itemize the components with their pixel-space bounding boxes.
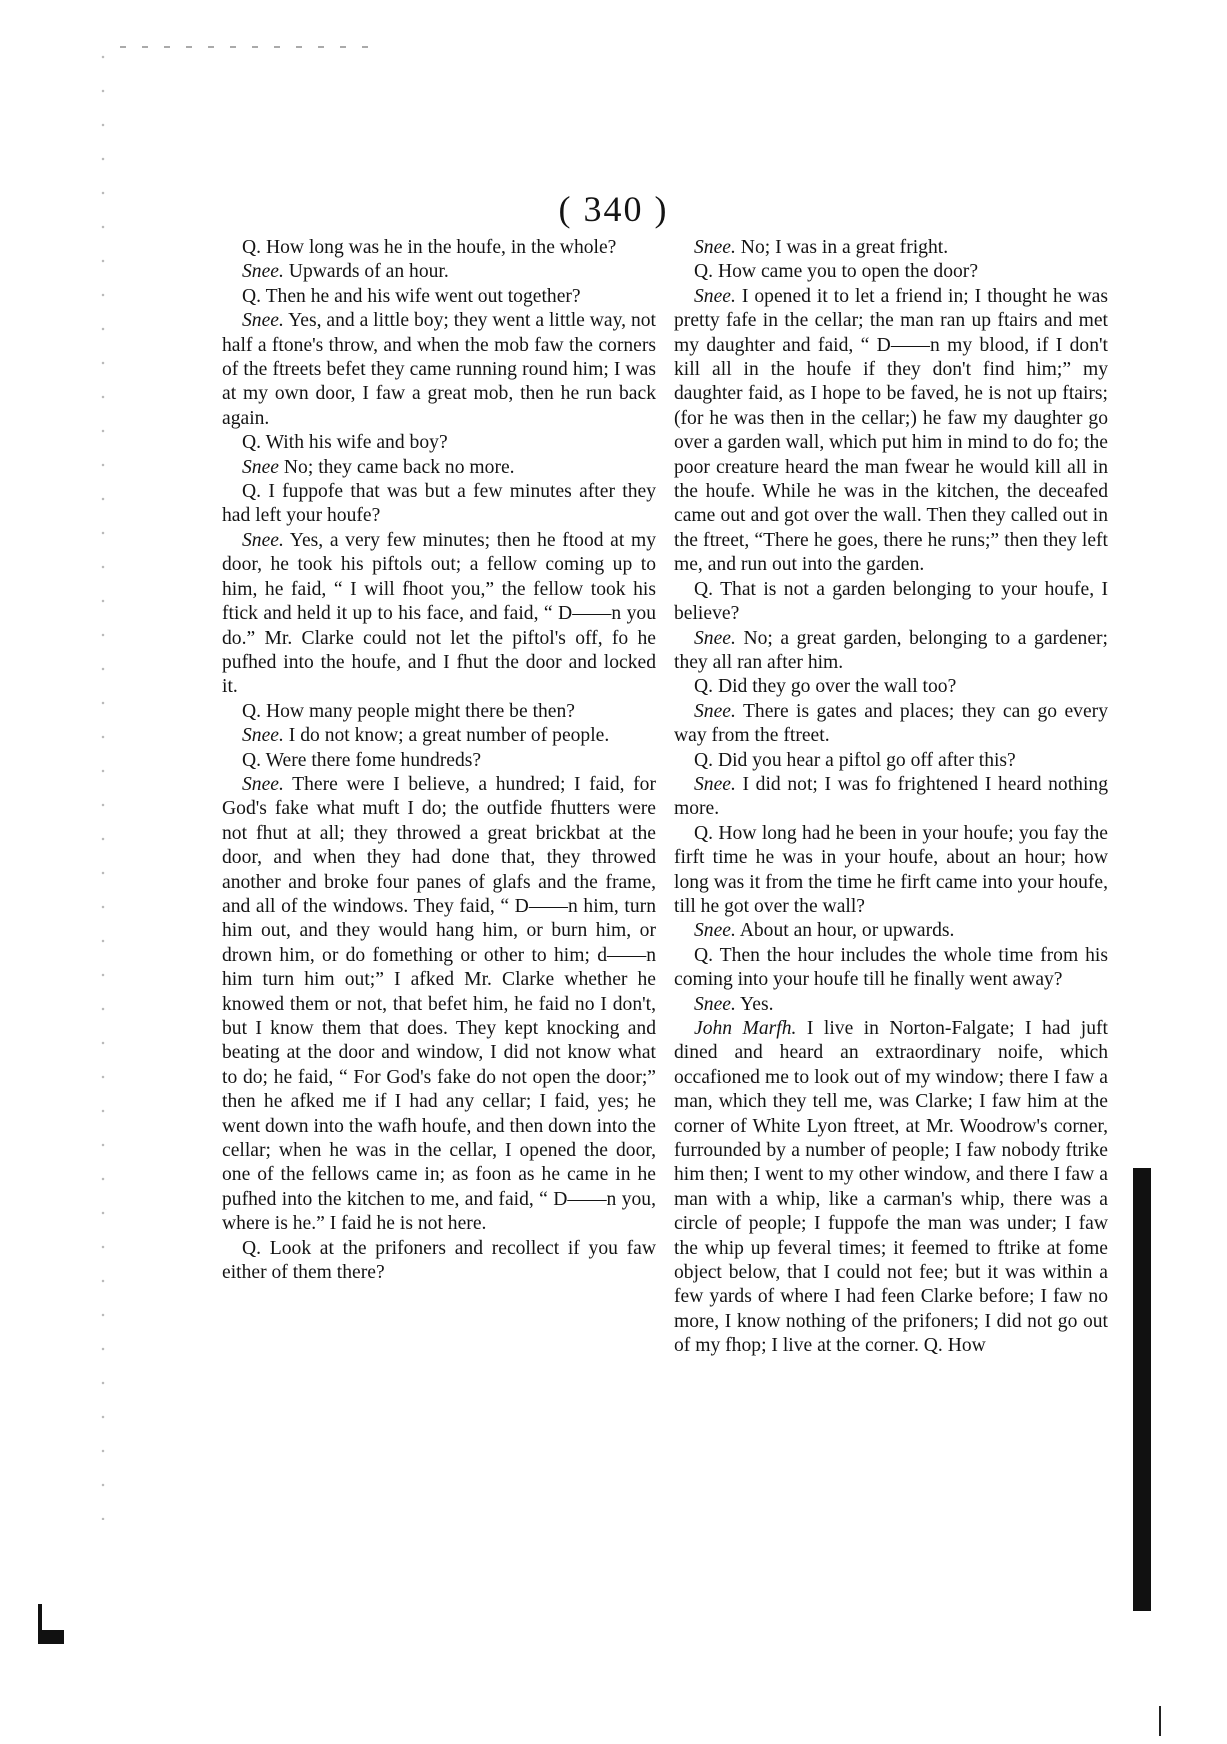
paragraph: Snee. No; I was in a great fright.: [694, 237, 949, 258]
corner-scan-mark: [38, 1630, 64, 1644]
paragraph: Snee. Yes, a very few minutes; then he ftood at my door, he took his piftols out; a fellow coming up to him, he faid, “ I will fhoot you,” the fellow took his ftick and held it up to his face, and faid, “ D——n you do.” Mr. Clarke could not let the piftol's off, fo he pufhed into the houfe, and I fhut the door and locked it.: [222, 529, 656, 698]
paragraph: Snee. Upwards of an hour.: [242, 261, 449, 283]
paragraph: Snee No; they came back no more.: [242, 456, 515, 478]
right-column: [674, 236, 1108, 1359]
paragraph: John Marfh. I live in Norton-Falgate; I had juft dined and heard an extraordinary noife, which occafioned me to look out of my window; there I faw a man, which they tell me, was Clarke; I faw him at the corner of White Lyon ftreet, at Mr. Woodrow's corner, furrounded by a number of people; I faw nobody ftrike him then; I went to my other window, and there I faw a man with a whip, like a carman's whip, there was a circle of people; I fuppofe the man was under; I faw the whip up feveral times; it feemed to ftrike at fome object below, that I could not fee; but it was within a few yards of where I had feen Clarke before; I faw no more, I know nothing of the prifoners; I did not go out of my fhop; I live at the corner. Q. How: [674, 1018, 1108, 1357]
paragraph: Q. With his wife and boy?: [242, 432, 448, 454]
paragraph: Snee. There were I believe, a hundred; I faid, for God's fake what muft I do; the outfide fhutters were not fhut at all; they throwed a great brickbat at the door, and when they had done that, they throwed another and broke four panes of glafs and the frame, and all of the windows. They faid, “ D——n him, turn him out, and they would hang him, or burn him, or drown him, or do fomething or other to him; d——n him turn him out;” I afked Mr. Clarke whether he knowed them or not, that befet him, he faid no I don't, but I know them that does. They kept knocking and beating at the door and window, I did not know what to do; he faid, “ For God's fake do not open the door;” then he afked me if I had any cellar; I faid, yes; he went down into the wafh houfe, and then down into the cellar; when he was in the cellar, I opened the door, one of the fellows came in; as foon as he came in he pufhed into the kitchen to me, and faid, “ D——n you, where is he.” I faid he is not here.: [222, 773, 656, 1235]
paragraph: Q. Did you hear a piftol go off after this?: [694, 749, 1016, 771]
paragraph: Snee. No; a great garden, belonging to a gardener; they all ran after him.: [674, 627, 1108, 673]
margin-black-bar: [1133, 1168, 1151, 1611]
paragraph: Q. Did they go over the wall too?: [694, 676, 957, 698]
paragraph: Snee. Yes.: [694, 993, 774, 1015]
margin-tick: [1159, 1706, 1161, 1736]
paragraph: Q. How long was he in the houfe, in the whole?: [242, 237, 617, 258]
paragraph: Q. How came you to open the door?: [694, 261, 979, 283]
paragraph: Q. Then he and his wife went out together?: [242, 285, 581, 307]
page-number: ( 340 ): [558, 189, 669, 229]
top-scan-marks: [120, 46, 380, 48]
paragraph: Q. How long had he been in your houfe; you fay the firft time he was in your houfe, about an hour; how long was it from the time he firft came into your houfe, till he got over the wall?: [674, 822, 1108, 917]
paragraph: Q. That is not a garden belonging to your houfe, I believe?: [674, 578, 1108, 625]
paragraph: Snee. Yes, and a little boy; they went a little way, not half a ftone's throw, and when the mob faw the corners of the ftreets befet they came running round him; I was at my own door, I faw a great mob, then he run back again.: [222, 310, 656, 429]
paragraph: Snee. I did not; I was fo frightened I heard nothing more.: [674, 773, 1108, 820]
paragraph: Snee. About an hour, or upwards.: [694, 920, 955, 942]
edge-scan-marks: [96, 40, 110, 1520]
paragraph: Q. I fuppofe that was but a few minutes after they had left your houfe?: [222, 481, 656, 527]
paragraph: Q. Look at the prifoners and recollect if you faw either of them there?: [222, 1237, 656, 1284]
paragraph: Snee. I opened it to let a friend in; I thought he was pretty fafe in the cellar; the man ran up ftairs and met my daughter and faid, “ D——n my blood, if I don't kill all in the houfe if they don't find him;” my daughter faid, as I hope to be faved, he is not up ftairs; (for he was then in the cellar;) he faw my daughter go over a garden wall, which put him in mind to do fo; the poor creature heard the man fwear he would kill all in the houfe. While he was in the kitchen, the deceafed came out and got over the wall. Then they called out in the ftreet, “There he goes, there he runs;” then they left me, and run out into the garden.: [674, 285, 1108, 576]
paragraph: Snee. I do not know; a great number of people.: [242, 725, 610, 747]
left-column: [222, 236, 656, 1285]
paragraph: Snee. There is gates and places; they can go every way from the ftreet.: [674, 700, 1108, 747]
paragraph: Q. How many people might there be then?: [242, 700, 575, 722]
paragraph: Q. Were there fome hundreds?: [242, 749, 482, 771]
paragraph: Q. Then the hour includes the whole time from his coming into your houfe till he finally went away?: [674, 944, 1108, 991]
